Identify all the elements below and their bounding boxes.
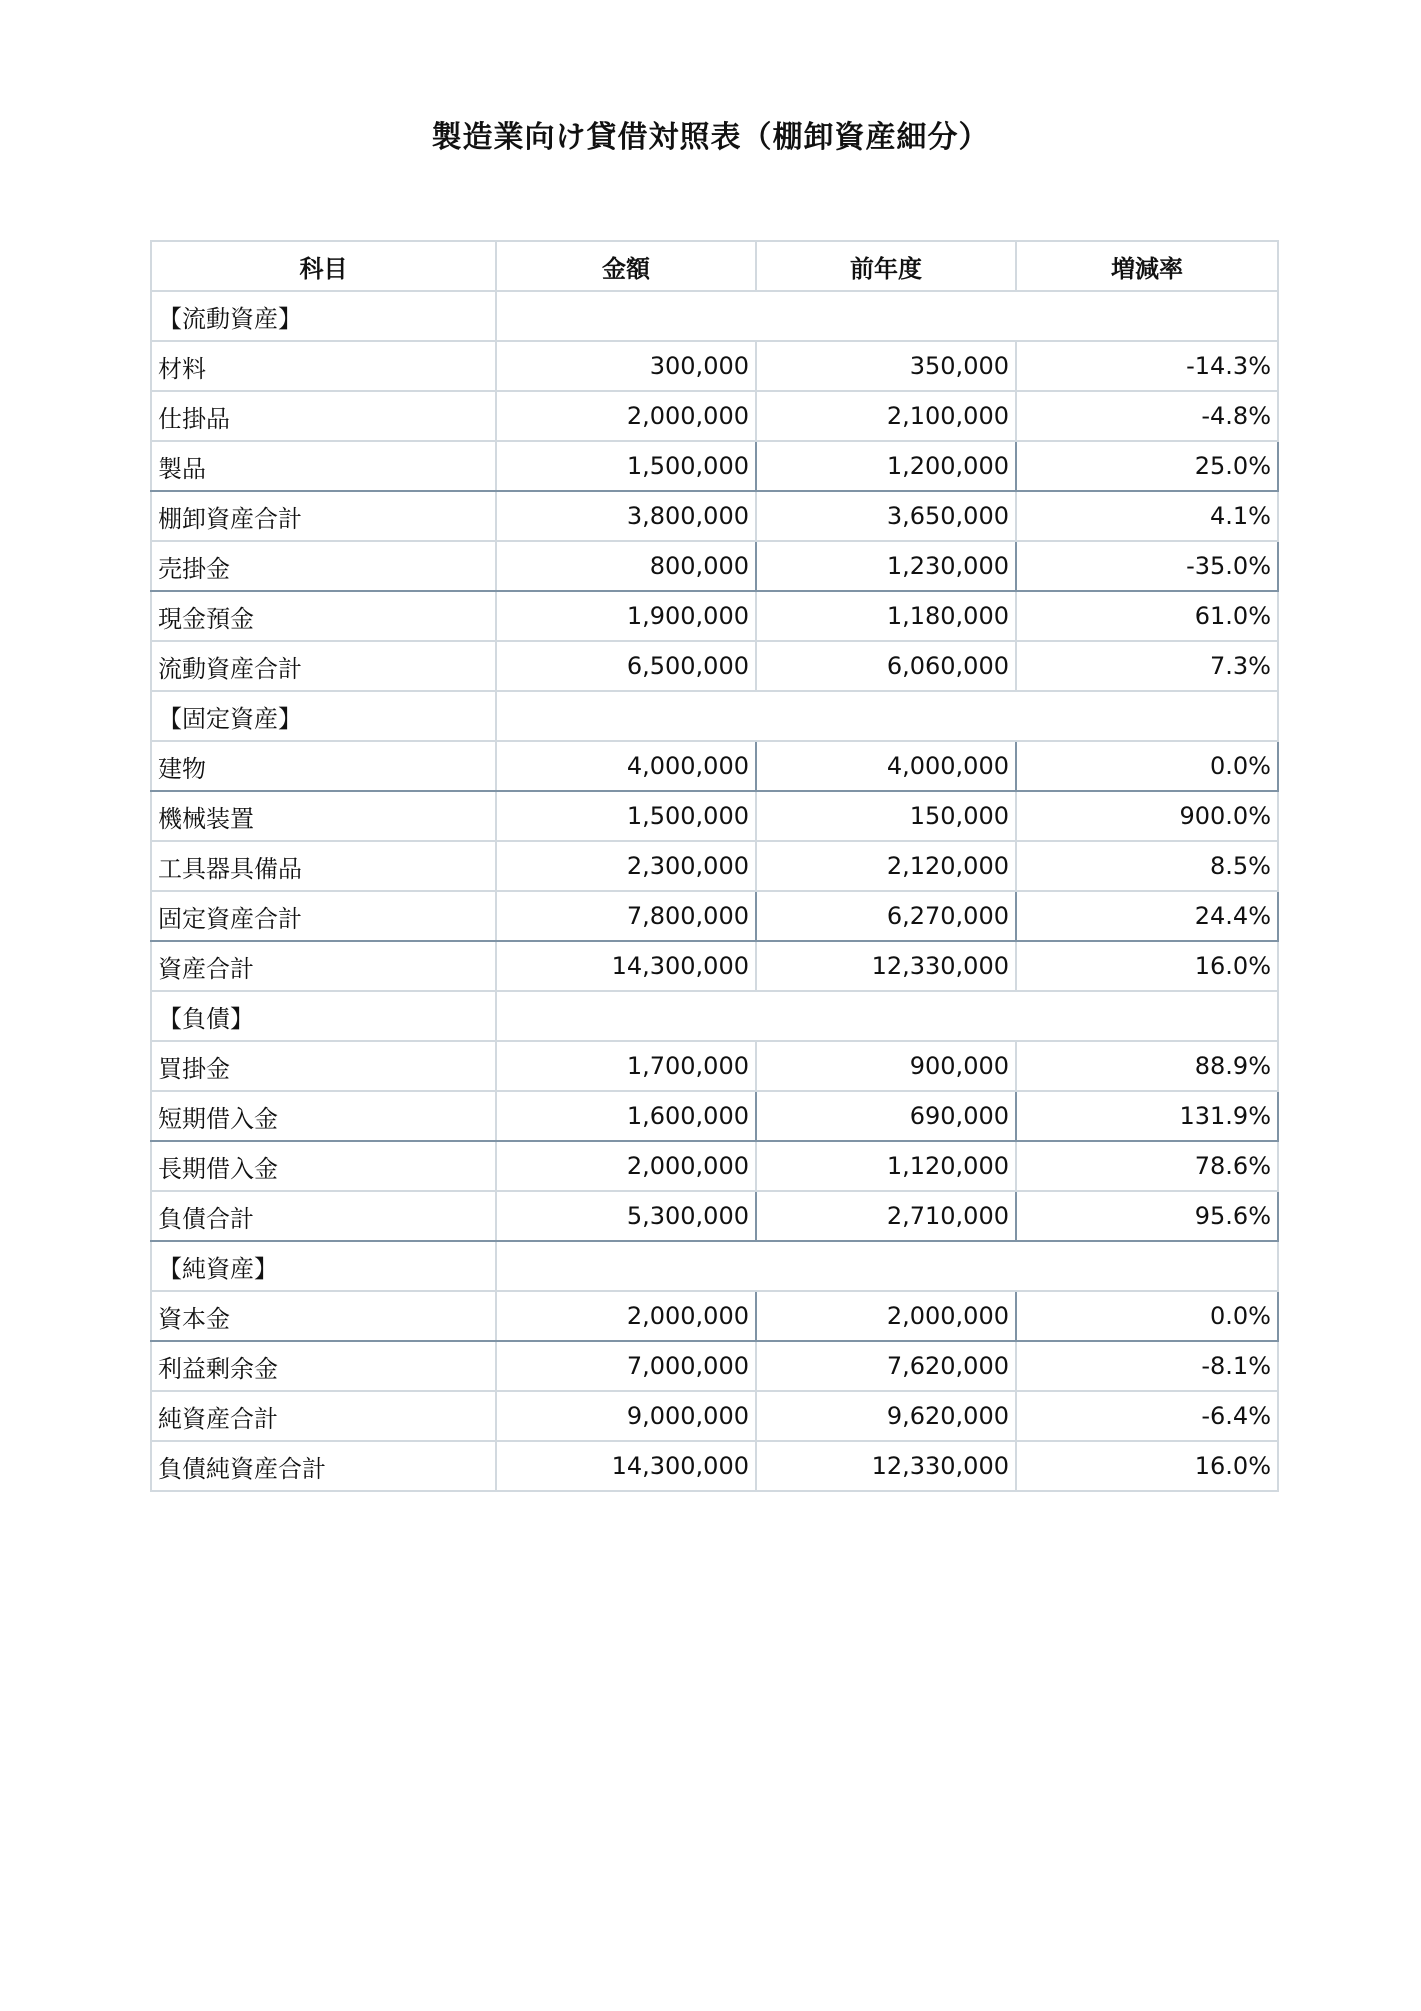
previous-cell: 6,270,000 [756,891,1016,941]
table-row [151,491,1278,541]
subject-cell: 売掛金 [151,541,496,591]
table-row [151,641,1278,691]
rate-cell: 0.0% [1016,1291,1278,1341]
subject-cell: 買掛金 [151,1041,496,1091]
previous-cell: 350,000 [756,341,1016,391]
table-body [151,291,1278,1491]
header-rate: 増減率 [1016,241,1278,291]
amount-cell: 2,000,000 [496,1291,756,1341]
section-row [151,991,1278,1041]
table-row [151,941,1278,991]
previous-cell: 2,000,000 [756,1291,1016,1341]
section-row [151,291,1278,341]
rate-cell: 24.4% [1016,891,1278,941]
previous-cell: 12,330,000 [756,941,1016,991]
subject-cell: 棚卸資産合計 [151,491,496,541]
previous-cell: 900,000 [756,1041,1016,1091]
previous-cell: 1,120,000 [756,1141,1016,1191]
amount-cell: 2,000,000 [496,1141,756,1191]
section-label: 【固定資産】 [151,691,496,741]
previous-cell: 2,710,000 [756,1191,1016,1241]
previous-cell: 12,330,000 [756,1441,1016,1491]
previous-cell: 3,650,000 [756,491,1016,541]
previous-cell: 9,620,000 [756,1391,1016,1441]
table-row [151,1041,1278,1091]
amount-cell: 1,700,000 [496,1041,756,1091]
rate-cell: -6.4% [1016,1391,1278,1441]
amount-cell: 7,000,000 [496,1341,756,1391]
table-row [151,741,1278,791]
rate-cell: -14.3% [1016,341,1278,391]
subject-cell: 工具器具備品 [151,841,496,891]
rate-cell: 25.0% [1016,441,1278,491]
table-row [151,1191,1278,1241]
subject-cell: 純資産合計 [151,1391,496,1441]
amount-cell: 300,000 [496,341,756,391]
table-row [151,1141,1278,1191]
rate-cell: -8.1% [1016,1341,1278,1391]
balance-sheet-table [150,240,1279,1492]
section-empty-cell [496,691,1278,741]
rate-cell: 61.0% [1016,591,1278,641]
subject-cell: 仕掛品 [151,391,496,441]
amount-cell: 1,500,000 [496,791,756,841]
table-row [151,1391,1278,1441]
header-amount: 金額 [496,241,756,291]
amount-cell: 14,300,000 [496,1441,756,1491]
subject-cell: 建物 [151,741,496,791]
amount-cell: 5,300,000 [496,1191,756,1241]
rate-cell: -35.0% [1016,541,1278,591]
previous-cell: 690,000 [756,1091,1016,1141]
subject-cell: 資産合計 [151,941,496,991]
subject-cell: 資本金 [151,1291,496,1341]
section-label: 【純資産】 [151,1241,496,1291]
table-row [151,1341,1278,1391]
previous-cell: 2,120,000 [756,841,1016,891]
rate-cell: 16.0% [1016,1441,1278,1491]
section-label: 【負債】 [151,991,496,1041]
rate-cell: 16.0% [1016,941,1278,991]
rate-cell: 0.0% [1016,741,1278,791]
previous-cell: 1,230,000 [756,541,1016,591]
header-row [151,241,1278,291]
rate-cell: 7.3% [1016,641,1278,691]
rate-cell: 4.1% [1016,491,1278,541]
subject-cell: 負債合計 [151,1191,496,1241]
table-row [151,891,1278,941]
previous-cell: 6,060,000 [756,641,1016,691]
table-row [151,341,1278,391]
subject-cell: 現金預金 [151,591,496,641]
amount-cell: 1,900,000 [496,591,756,641]
previous-cell: 150,000 [756,791,1016,841]
section-row [151,1241,1278,1291]
table-row [151,391,1278,441]
section-empty-cell [496,291,1278,341]
amount-cell: 1,600,000 [496,1091,756,1141]
rate-cell: -4.8% [1016,391,1278,441]
previous-cell: 2,100,000 [756,391,1016,441]
amount-cell: 800,000 [496,541,756,591]
header-subject: 科目 [151,241,496,291]
previous-cell: 4,000,000 [756,741,1016,791]
section-row [151,691,1278,741]
rate-cell: 78.6% [1016,1141,1278,1191]
section-empty-cell [496,1241,1278,1291]
subject-cell: 製品 [151,441,496,491]
table-row [151,441,1278,491]
subject-cell: 材料 [151,341,496,391]
subject-cell: 流動資産合計 [151,641,496,691]
rate-cell: 95.6% [1016,1191,1278,1241]
rate-cell: 131.9% [1016,1091,1278,1141]
table-row [151,1441,1278,1491]
subject-cell: 機械装置 [151,791,496,841]
table-row [151,1091,1278,1141]
amount-cell: 1,500,000 [496,441,756,491]
subject-cell: 利益剰余金 [151,1341,496,1391]
amount-cell: 6,500,000 [496,641,756,691]
rate-cell: 88.9% [1016,1041,1278,1091]
amount-cell: 2,300,000 [496,841,756,891]
table-row [151,591,1278,641]
previous-cell: 7,620,000 [756,1341,1016,1391]
amount-cell: 3,800,000 [496,491,756,541]
subject-cell: 固定資産合計 [151,891,496,941]
previous-cell: 1,180,000 [756,591,1016,641]
amount-cell: 4,000,000 [496,741,756,791]
rate-cell: 8.5% [1016,841,1278,891]
subject-cell: 短期借入金 [151,1091,496,1141]
amount-cell: 7,800,000 [496,891,756,941]
table-row [151,541,1278,591]
amount-cell: 9,000,000 [496,1391,756,1441]
document-title: 製造業向け貸借対照表（棚卸資産細分） [431,120,990,155]
amount-cell: 14,300,000 [496,941,756,991]
section-empty-cell [496,991,1278,1041]
subject-cell: 負債純資産合計 [151,1441,496,1491]
amount-cell: 2,000,000 [496,391,756,441]
table-row [151,841,1278,891]
subject-cell: 長期借入金 [151,1141,496,1191]
rate-cell: 900.0% [1016,791,1278,841]
section-label: 【流動資産】 [151,291,496,341]
table-row [151,1291,1278,1341]
previous-cell: 1,200,000 [756,441,1016,491]
header-previous: 前年度 [756,241,1016,291]
table-row [151,791,1278,841]
